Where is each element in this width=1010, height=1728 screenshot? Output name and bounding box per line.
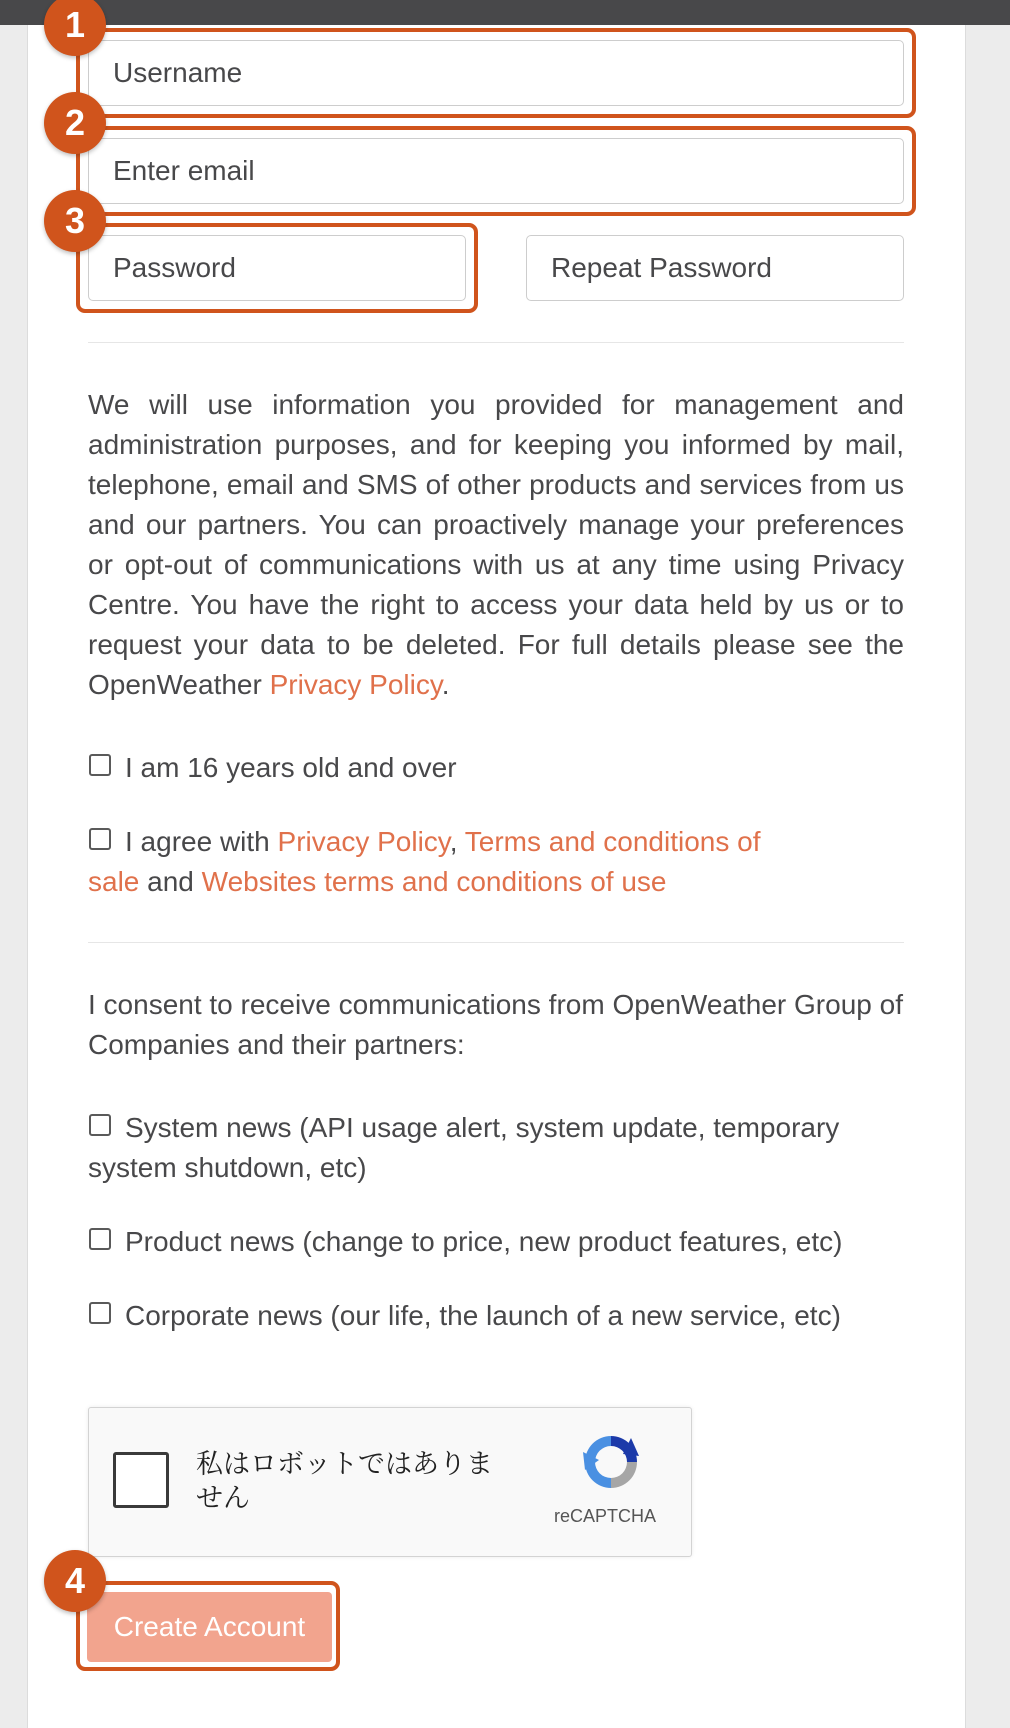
privacy-policy-link-2[interactable]: Privacy Policy — [277, 826, 450, 857]
divider-top — [88, 342, 904, 343]
recaptcha-checkbox[interactable] — [113, 1452, 169, 1508]
recaptcha-logo-icon — [579, 1430, 643, 1494]
corporate-news-label: Corporate news (our life, the launch of a new service, etc) — [125, 1300, 841, 1331]
age-checkbox[interactable] — [89, 754, 111, 776]
annotation-highlight-3 — [76, 223, 478, 313]
agree-text — [88, 822, 788, 902]
annotation-badge-2: 2 — [44, 92, 106, 154]
consent-intro: I consent to receive communications from OpenWeather Group of Companies and their partners: — [88, 989, 903, 1060]
terms-of-sale-link[interactable]: Terms and conditions of sale — [88, 826, 761, 897]
product-news-checkbox[interactable] — [89, 1228, 111, 1250]
recaptcha-label: 私はロボットではありません — [196, 1449, 493, 1514]
product-news-label: Product news (change to price, new product features, etc) — [125, 1226, 843, 1257]
annotation-highlight-4 — [76, 1581, 340, 1671]
annotation-highlight-1 — [76, 28, 916, 118]
annotation-highlight-2 — [76, 126, 916, 216]
create-account-button[interactable]: Create Account — [87, 1592, 332, 1662]
system-news-label: System news (API usage alert, system update, temporary system shutdown, etc) — [88, 1112, 840, 1183]
agree-prefix: I agree with — [125, 826, 278, 857]
annotation-badge-3: 3 — [44, 190, 106, 252]
annotation-badge-4: 4 — [44, 1550, 106, 1612]
privacy-notice-text: We will use information you provided for management and administration purposes, and for keeping you informed by mail, telephone, email and SMS of other products and services from us and our partners. You can proactively manage your preferences or opt-out of communications with us at any time using Privacy Centre. You have the right to access your data held by us or to request your data to be deleted. For full details please see the OpenWeather — [88, 389, 904, 700]
top-bar — [0, 0, 1010, 25]
privacy-notice — [88, 385, 904, 705]
recaptcha-brand: reCAPTCHA — [553, 1506, 656, 1526]
annotation-badge-1: 1 — [44, 0, 106, 56]
corporate-news-checkbox[interactable] — [89, 1302, 111, 1324]
agree-comma: , — [449, 826, 465, 857]
privacy-policy-link[interactable]: Privacy Policy — [269, 669, 442, 700]
recaptcha-widget — [88, 1407, 692, 1557]
privacy-notice-end: . — [441, 669, 450, 700]
agree-and: and — [139, 866, 202, 897]
age-checkbox-label: I am 16 years old and over — [125, 752, 457, 783]
website-terms-link[interactable]: Websites terms and conditions of use — [201, 866, 667, 897]
divider-middle — [88, 942, 904, 943]
repeat-password-input[interactable] — [526, 235, 904, 301]
